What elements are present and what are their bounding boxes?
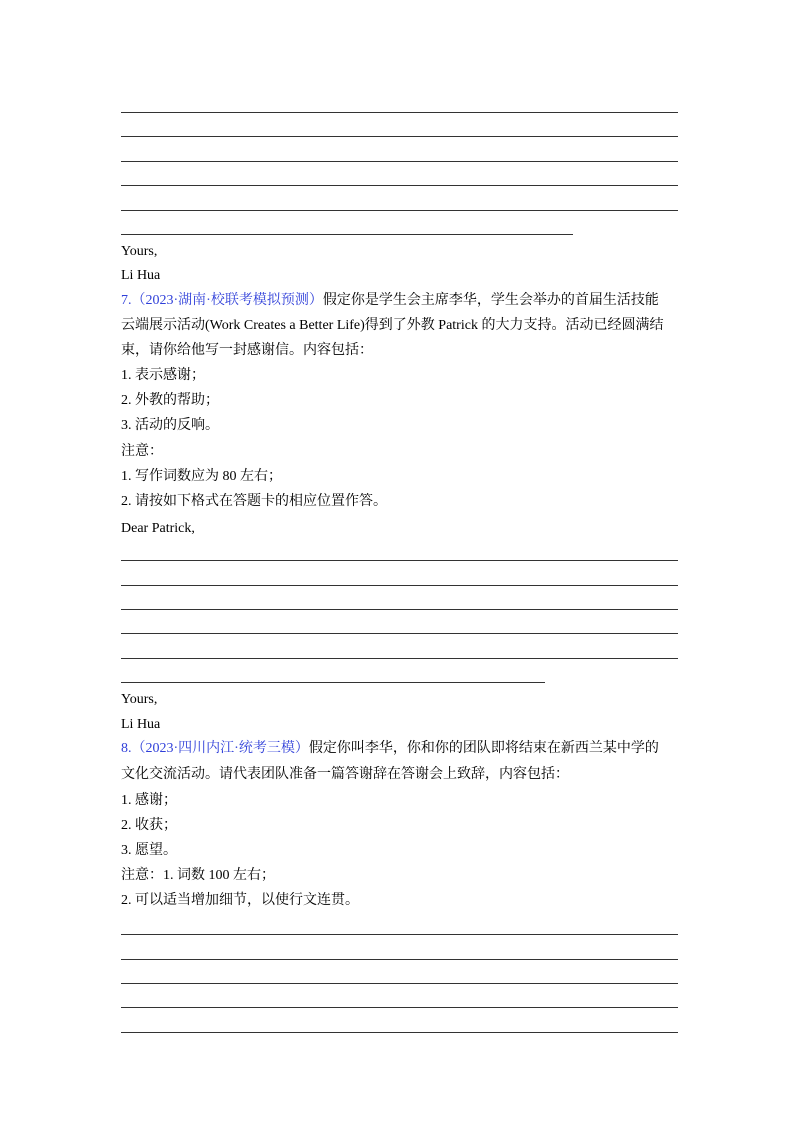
q7-closing: Yours, (121, 692, 158, 707)
q8-source: （2023·四川内江·统考三模） (131, 741, 309, 756)
answer-line (121, 658, 678, 659)
answer-line (121, 136, 678, 137)
answer-line (121, 185, 678, 186)
q6-signature: Li Hua (121, 268, 161, 283)
q7-signature: Li Hua (121, 717, 161, 732)
q7-prompt-text-1: 假定你是学生会主席李华，学生会举办的首届生活技能 (322, 293, 659, 308)
answer-line-short (121, 682, 545, 683)
q8-prompt-text-1: 假定你叫李华，你和你的团队即将结束在新西兰某中学的 (308, 741, 659, 756)
answer-line (121, 934, 678, 935)
answer-line (121, 983, 678, 984)
q8-point-2: 2. 收获； (121, 818, 177, 833)
q8-prompt-line-2: 文化交流活动。请代表团队准备一篇答谢辞在答谢会上致辞，内容包括： (121, 767, 569, 782)
q7-point-3: 3. 活动的反响。 (121, 418, 219, 433)
q7-point-1: 1. 表示感谢； (121, 368, 205, 383)
q8-point-3: 3. 愿望。 (121, 843, 177, 858)
q7-greeting: Dear Patrick, (121, 521, 195, 536)
q7-prompt-line-3: 束，请你给他写一封感谢信。内容包括： (121, 343, 373, 358)
answer-line (121, 560, 678, 561)
answer-line (121, 112, 678, 113)
q7-number: 7. (121, 293, 132, 308)
q7-prompt-line-1 (121, 292, 659, 310)
answer-line (121, 161, 678, 162)
q7-note-2: 2. 请按如下格式在答题卡的相应位置作答。 (121, 494, 387, 509)
answer-line (121, 210, 678, 211)
q8-prompt-line-1 (121, 740, 659, 758)
q8-number: 8. (121, 741, 132, 756)
answer-line (121, 609, 678, 610)
answer-line (121, 633, 678, 634)
q8-point-1: 1. 感谢； (121, 793, 177, 808)
q6-closing: Yours, (121, 244, 158, 259)
q7-prompt-line-2: 云端展示活动(Work Creates a Better Life)得到了外教 Patrick 的大力支持。活动已经圆满结 (121, 318, 664, 333)
q7-point-2: 2. 外教的帮助； (121, 393, 219, 408)
q8-notes-line-2: 2. 可以适当增加细节，以使行文连贯。 (121, 893, 359, 908)
answer-line (121, 1032, 678, 1033)
answer-line (121, 959, 678, 960)
answer-line-short (121, 234, 573, 235)
q7-source: （2023·湖南·校联考模拟预测） (131, 293, 323, 308)
answer-line (121, 1007, 678, 1008)
q7-notes-title: 注意： (121, 444, 163, 459)
q8-notes-line-1: 注意：1. 词数 100 左右； (121, 868, 275, 883)
answer-line (121, 585, 678, 586)
q7-note-1: 1. 写作词数应为 80 左右； (121, 469, 282, 484)
